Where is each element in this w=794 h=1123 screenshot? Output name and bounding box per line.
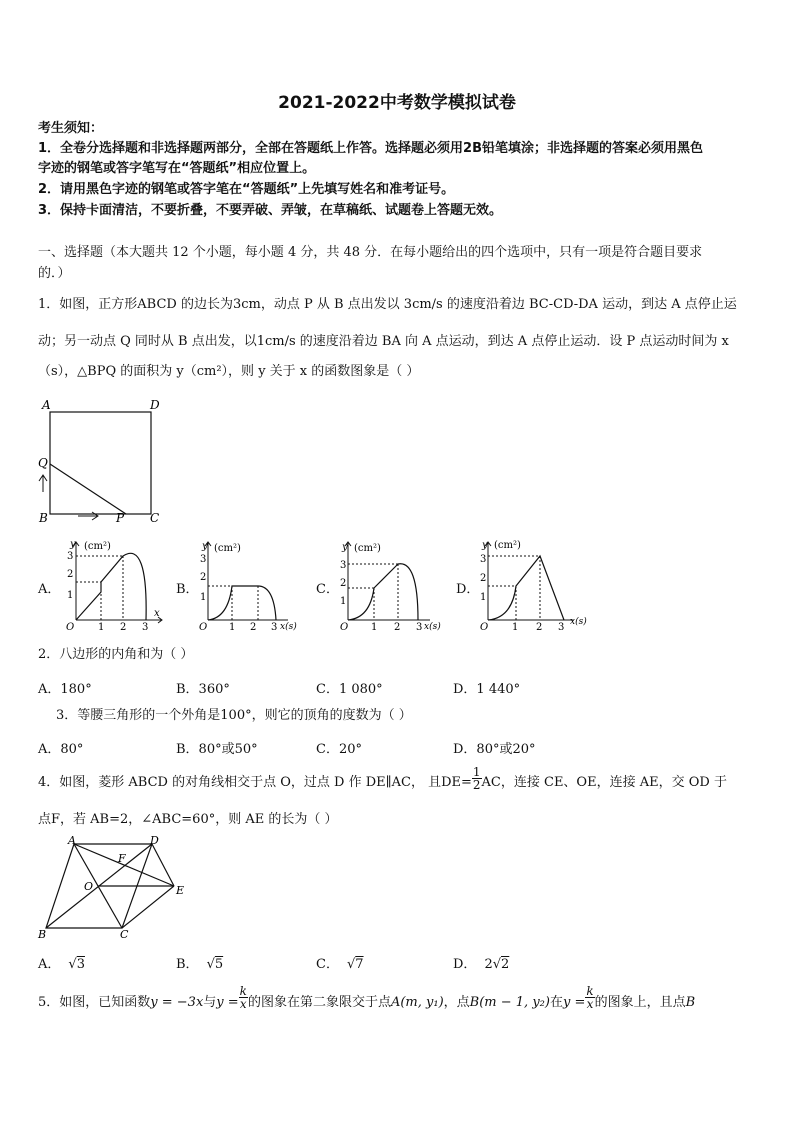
q4-option-d[interactable]: D． 2√2 <box>453 957 510 972</box>
graph-b <box>194 536 306 632</box>
q3-option-d[interactable]: D．80°或20° <box>453 742 536 757</box>
notice-item: 2．请用黑色字迹的钢笔或答字笔在“答题纸”上先填写姓名和准考证号。 <box>38 182 455 197</box>
label-d: D <box>150 398 160 412</box>
graph-d <box>474 536 600 632</box>
label-d: D <box>150 834 159 847</box>
q2-option-c[interactable]: C．1 080° <box>316 682 383 697</box>
y-axis-label: y <box>342 542 348 553</box>
q3-stem: 3．等腰三角形的一个外角是100°，则它的顶角的度数为（ ） <box>56 708 412 723</box>
fraction-one-half: $\frac{1}{2}$ <box>472 765 481 792</box>
tick-2: 2 <box>394 622 401 632</box>
label-o: O <box>84 880 94 893</box>
unit-label: (cm²) <box>214 543 241 554</box>
notice-item: 字迹的钢笔或答字笔写在“答题纸”相应位置上。 <box>38 161 316 176</box>
q1-stem: 动；另一动点 Q 同时从 B 点出发，以1cm/s 的速度沿着边 BA 向 A 点运动，到达 A 点停止运动．设 P 点运动时间为 x <box>38 334 729 349</box>
origin-label: O <box>66 622 75 632</box>
rhombus-figure <box>34 834 194 942</box>
x-axis-label: x(s) <box>424 622 441 632</box>
tick-1: 1 <box>98 622 105 632</box>
q1-stem: 1．如图，正方形ABCD 的边长为3cm，动点 P 从 B 点出发以 3cm/s 的速度沿着边 BC-CD-DA 运动，到达 A 点停止运 <box>38 297 737 312</box>
tick-2: 2 <box>250 622 257 632</box>
tick-1: 1 <box>480 592 487 603</box>
graph-a <box>62 536 172 632</box>
tick-3: 3 <box>200 554 207 565</box>
label-b: B <box>38 928 47 941</box>
q2-option-d[interactable]: D．1 440° <box>453 682 521 697</box>
square-figure <box>34 396 170 528</box>
graph-c <box>334 536 452 632</box>
tick-3: 3 <box>142 622 149 632</box>
label-c: C <box>120 928 129 941</box>
tick-3: 3 <box>67 551 74 562</box>
x-axis-label: x(s) <box>280 622 297 632</box>
label-a: A <box>68 834 76 847</box>
tick-3: 3 <box>271 622 278 632</box>
tick-2: 2 <box>480 573 487 584</box>
q4-stem-part: AC，连接 CE、OE，连接 AE，交 OD 于 <box>481 775 727 790</box>
notice-heading: 考生须知： <box>38 121 104 136</box>
q4-stem: 点F，若 AB=2，∠ABC=60°，则 AE 的长为（ ） <box>38 812 338 827</box>
q2-option-a[interactable]: A．180° <box>38 682 92 697</box>
label-a: A <box>42 398 51 412</box>
tick-1: 1 <box>340 596 347 607</box>
unit-label: (cm²) <box>494 540 521 551</box>
q4-option-c[interactable]: C． √7 <box>316 957 364 972</box>
y-axis-label: y <box>202 541 208 552</box>
label-c: C <box>150 511 160 525</box>
label-b: B <box>39 511 48 525</box>
q4-stem-part: 4．如图，菱形 ABCD 的对角线相交于点 O，过点 D 作 DE∥AC， 且DE= <box>38 775 472 790</box>
origin-label: O <box>199 622 208 632</box>
tick-2: 2 <box>67 569 74 580</box>
label-q: Q <box>38 456 48 470</box>
origin-label: O <box>340 622 349 632</box>
tick-2: 2 <box>120 622 127 632</box>
y-axis-label: y <box>70 539 76 550</box>
unit-label: (cm²) <box>84 541 111 552</box>
q2-stem: 2．八边形的内角和为（ ） <box>38 647 194 662</box>
tick-3: 3 <box>558 622 565 632</box>
tick-1: 1 <box>512 622 519 632</box>
q3-option-c[interactable]: C．20° <box>316 742 362 757</box>
label-p: P <box>116 511 125 525</box>
tick-1: 1 <box>371 622 378 632</box>
q4-stem <box>38 765 727 792</box>
tick-1: 1 <box>200 592 207 603</box>
q1-option-c[interactable]: C． <box>316 582 339 597</box>
x-axis-label: x(s) <box>570 617 587 627</box>
q2-option-b[interactable]: B．360° <box>176 682 230 697</box>
q1-option-a[interactable]: A． <box>38 582 61 597</box>
q4-option-a[interactable]: A． √3 <box>38 957 85 972</box>
q5-stem: 5．如图，已知函数y = −3x与y = $\frac{k}{x}$ 的图象在第二象限交于点A(m, y₁)，点B(m − 1, y₂)在y = $\frac{k}{x}$ 的图象上，且点B <box>38 984 696 1011</box>
label-f: F <box>118 852 126 865</box>
tick-2: 2 <box>536 622 543 632</box>
y-axis-label: y <box>482 540 488 551</box>
tick-1: 1 <box>67 590 74 601</box>
q1-stem: （s），△BPQ 的面积为 y（cm²），则 y 关于 x 的函数图象是（ ） <box>38 364 420 379</box>
tick-3: 3 <box>340 560 347 571</box>
tick-2: 2 <box>200 572 207 583</box>
q1-option-b[interactable]: B． <box>176 582 199 597</box>
tick-3: 3 <box>416 622 423 632</box>
q4-option-b[interactable]: B． √5 <box>176 957 224 972</box>
tick-2: 2 <box>340 578 347 589</box>
tick-1: 1 <box>229 622 236 632</box>
notice-item: 1．全卷分选择题和非选择题两部分，全部在答题纸上作答。选择题必须用2B铅笔填涂；非选择题的答案必须用黑色 <box>38 141 704 156</box>
x-axis-label: x <box>154 608 160 619</box>
q3-option-b[interactable]: B．80°或50° <box>176 742 258 757</box>
q1-option-d[interactable]: D． <box>456 582 480 597</box>
q3-option-a[interactable]: A．80° <box>38 742 84 757</box>
notice-item: 3．保持卡面清洁，不要折叠，不要弄破、弄皱，在草稿纸、试题卷上答题无效。 <box>38 203 503 218</box>
origin-label: O <box>480 622 489 632</box>
section-heading: 一、选择题（本大题共 12 个小题，每小题 4 分，共 48 分．在每小题给出的四个选项中，只有一项是符合题目要求 <box>38 245 703 260</box>
section-heading-cont: 的．） <box>38 266 71 281</box>
page-title: 2021-2022中考数学模拟试卷 <box>278 93 516 113</box>
label-e: E <box>176 884 185 897</box>
tick-3: 3 <box>480 554 487 565</box>
unit-label: (cm²) <box>354 543 381 554</box>
